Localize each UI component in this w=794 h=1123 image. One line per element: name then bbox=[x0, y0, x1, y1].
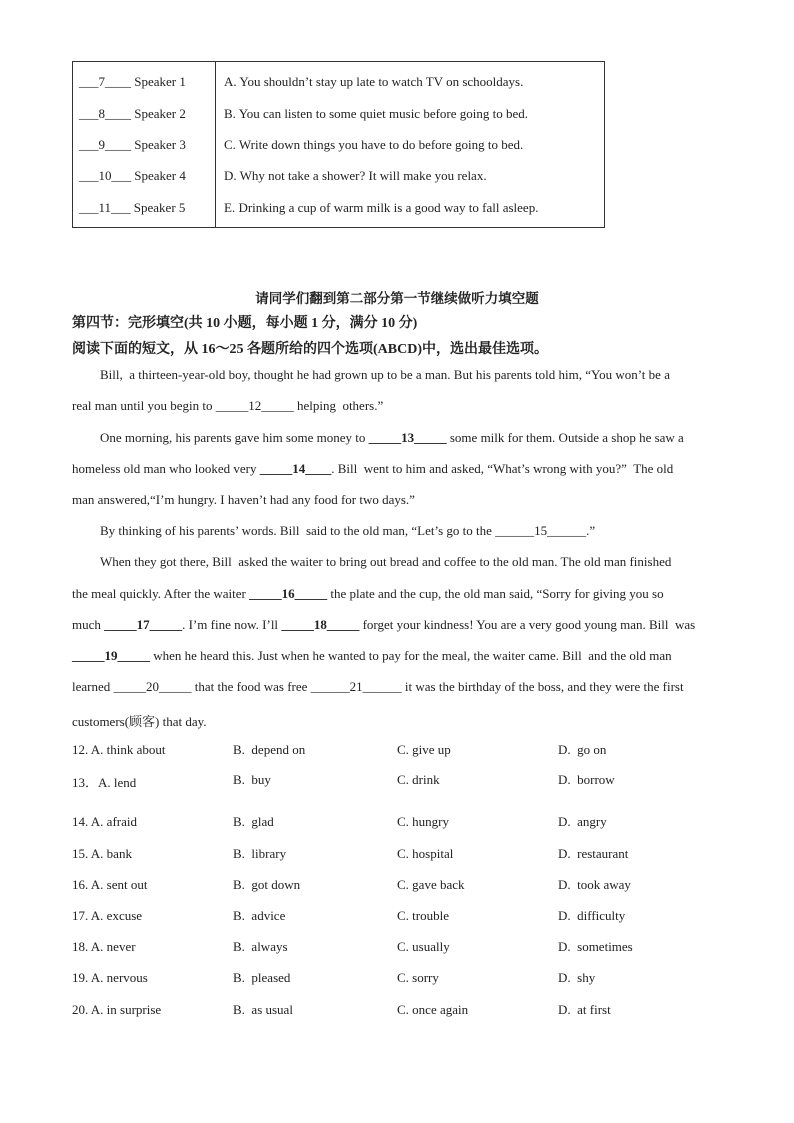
speaker-cell bbox=[73, 129, 216, 160]
blank-13[interactable]: _____13_____ bbox=[368, 430, 447, 445]
option-d[interactable]: D. angry bbox=[558, 814, 607, 829]
option-c[interactable]: C. trouble bbox=[397, 908, 449, 923]
blank-14[interactable]: _____14____ bbox=[259, 461, 332, 476]
blank-16[interactable]: _____16_____ bbox=[249, 586, 328, 601]
option-c[interactable]: C. give up bbox=[397, 742, 451, 757]
section-title: 第四节：完形填空(共 10 小题，每小题 1 分，满分 10 分) bbox=[72, 316, 418, 331]
passage-line: When they got there, Bill asked the waiter to bring out bread and coffee to the old man. The old man finished bbox=[100, 554, 672, 569]
option-d[interactable]: D. difficulty bbox=[558, 908, 626, 923]
option-b[interactable]: B. advice bbox=[233, 908, 286, 923]
option-d[interactable]: D. restaurant bbox=[558, 846, 629, 861]
option-d[interactable]: D. took away bbox=[558, 877, 631, 892]
option-d[interactable]: D. borrow bbox=[558, 772, 615, 787]
matching-table bbox=[72, 61, 605, 228]
option-b[interactable]: B. library bbox=[233, 846, 287, 861]
option-c[interactable]: C. once again bbox=[397, 1002, 469, 1017]
advice-cell: C. Write down things you have to do before going to bed. bbox=[224, 136, 524, 152]
option-b[interactable]: B. pleased bbox=[233, 970, 291, 985]
table-row bbox=[73, 160, 605, 191]
option-c[interactable]: C. usually bbox=[397, 939, 450, 954]
answer-blank[interactable]: ___7____ bbox=[79, 74, 131, 90]
passage-line: By thinking of his parents’ words. Bill said to the old man, “Let’s go to the ______15______.” bbox=[100, 523, 596, 538]
speaker-label: Speaker 5 bbox=[133, 199, 186, 215]
option-a[interactable]: 12. A. think about bbox=[72, 742, 166, 757]
blank-21[interactable]: ______21______ bbox=[310, 679, 402, 694]
option-b[interactable]: B. as usual bbox=[233, 1002, 293, 1017]
option-c[interactable]: C. gave back bbox=[397, 877, 465, 892]
table-row bbox=[73, 129, 605, 160]
table-row bbox=[73, 97, 605, 128]
option-d[interactable]: D. sometimes bbox=[558, 939, 633, 954]
table-row bbox=[73, 62, 605, 98]
option-d[interactable]: D. at first bbox=[558, 1002, 611, 1017]
passage-line: customers(顾客) that day. bbox=[72, 714, 207, 729]
answer-blank[interactable]: ___8____ bbox=[79, 105, 131, 121]
blank-12[interactable]: _____12_____ bbox=[215, 398, 294, 413]
option-a[interactable]: 15. A. bank bbox=[72, 846, 132, 861]
section-instruction: 阅读下面的短文，从 16～25 各题所给的四个选项(ABCD)中，选出最佳选项。 bbox=[72, 342, 548, 357]
speaker-cell bbox=[73, 62, 216, 98]
passage-line: One morning, his parents gave him some money to _____13_____ some milk for them. Outside a shop he saw a bbox=[100, 430, 684, 445]
option-b[interactable]: B. always bbox=[233, 939, 288, 954]
option-b[interactable]: B. glad bbox=[233, 814, 274, 829]
speaker-cell bbox=[73, 192, 216, 228]
option-c[interactable]: C. hungry bbox=[397, 814, 449, 829]
speaker-cell bbox=[73, 160, 216, 191]
speaker-label: Speaker 4 bbox=[134, 168, 186, 184]
section-note: 请同学们翻到第二部分第一节继续做听力填空题 bbox=[255, 291, 539, 306]
blank-20[interactable]: _____20_____ bbox=[113, 679, 192, 694]
passage-line: learned _____20_____ that the food was free ______21______ it was the birthday of the boss, and they were the first bbox=[72, 679, 684, 694]
table-row bbox=[73, 192, 605, 228]
speaker-label: Speaker 1 bbox=[134, 74, 186, 90]
option-b[interactable]: B. got down bbox=[233, 877, 301, 892]
passage-line: much _____17_____. I’m fine now. I’ll _____18_____ forget your kindness! You are a very good young man. Bill was bbox=[72, 617, 696, 632]
option-c[interactable]: C. drink bbox=[397, 772, 440, 787]
answer-blank[interactable]: ___11___ bbox=[79, 199, 131, 215]
option-a[interactable]: 14. A. afraid bbox=[72, 814, 137, 829]
option-a[interactable]: 16. A. sent out bbox=[72, 877, 148, 892]
option-a[interactable]: 19. A. nervous bbox=[72, 970, 148, 985]
passage-line: the meal quickly. After the waiter _____16_____ the plate and the cup, the old man said, “Sorry for giving you so bbox=[72, 586, 664, 601]
advice-cell: B. You can listen to some quiet music before going to bed. bbox=[224, 105, 529, 121]
option-a[interactable]: 13．A. lend bbox=[72, 775, 137, 790]
blank-18[interactable]: _____18_____ bbox=[281, 617, 360, 632]
answer-blank[interactable]: ___10___ bbox=[79, 168, 131, 184]
passage-line: real man until you begin to _____12_____ helping others.” bbox=[72, 398, 384, 413]
option-d[interactable]: D. go on bbox=[558, 742, 607, 757]
option-d[interactable]: D. shy bbox=[558, 970, 596, 985]
advice-cell: A. You shouldn’t stay up late to watch TV on schooldays. bbox=[224, 74, 524, 90]
option-b[interactable]: B. depend on bbox=[233, 742, 306, 757]
option-b[interactable]: B. buy bbox=[233, 772, 271, 787]
blank-19[interactable]: _____19_____ bbox=[72, 648, 150, 663]
passage-line: _____19_____ when he heard this. Just when he wanted to pay for the meal, the waiter came. Bill and the old man bbox=[72, 648, 672, 663]
blank-17[interactable]: _____17_____ bbox=[104, 617, 183, 632]
passage-line: man answered,“I’m hungry. I haven’t had any food for two days.” bbox=[72, 492, 415, 507]
advice-cell: D. Why not take a shower? It will make you relax. bbox=[224, 168, 487, 184]
option-a[interactable]: 18. A. never bbox=[72, 939, 136, 954]
speaker-cell bbox=[73, 97, 216, 128]
option-a[interactable]: 17. A. excuse bbox=[72, 908, 143, 923]
option-c[interactable]: C. sorry bbox=[397, 970, 439, 985]
speaker-label: Speaker 3 bbox=[134, 136, 186, 152]
answer-blank[interactable]: ___9____ bbox=[79, 136, 131, 152]
passage-line: homeless old man who looked very _____14____. Bill went to him and asked, “What’s wrong with you?” The old bbox=[72, 461, 674, 476]
advice-cell: E. Drinking a cup of warm milk is a good way to fall asleep. bbox=[224, 199, 539, 215]
option-c[interactable]: C. hospital bbox=[397, 846, 454, 861]
speaker-label: Speaker 2 bbox=[134, 105, 186, 121]
option-a[interactable]: 20. A. in surprise bbox=[72, 1002, 162, 1017]
blank-15[interactable]: ______15______ bbox=[495, 523, 587, 538]
passage-line: Bill, a thirteen-year-old boy, thought he had grown up to be a man. But his parents told him, “You won’t be a bbox=[100, 367, 670, 382]
